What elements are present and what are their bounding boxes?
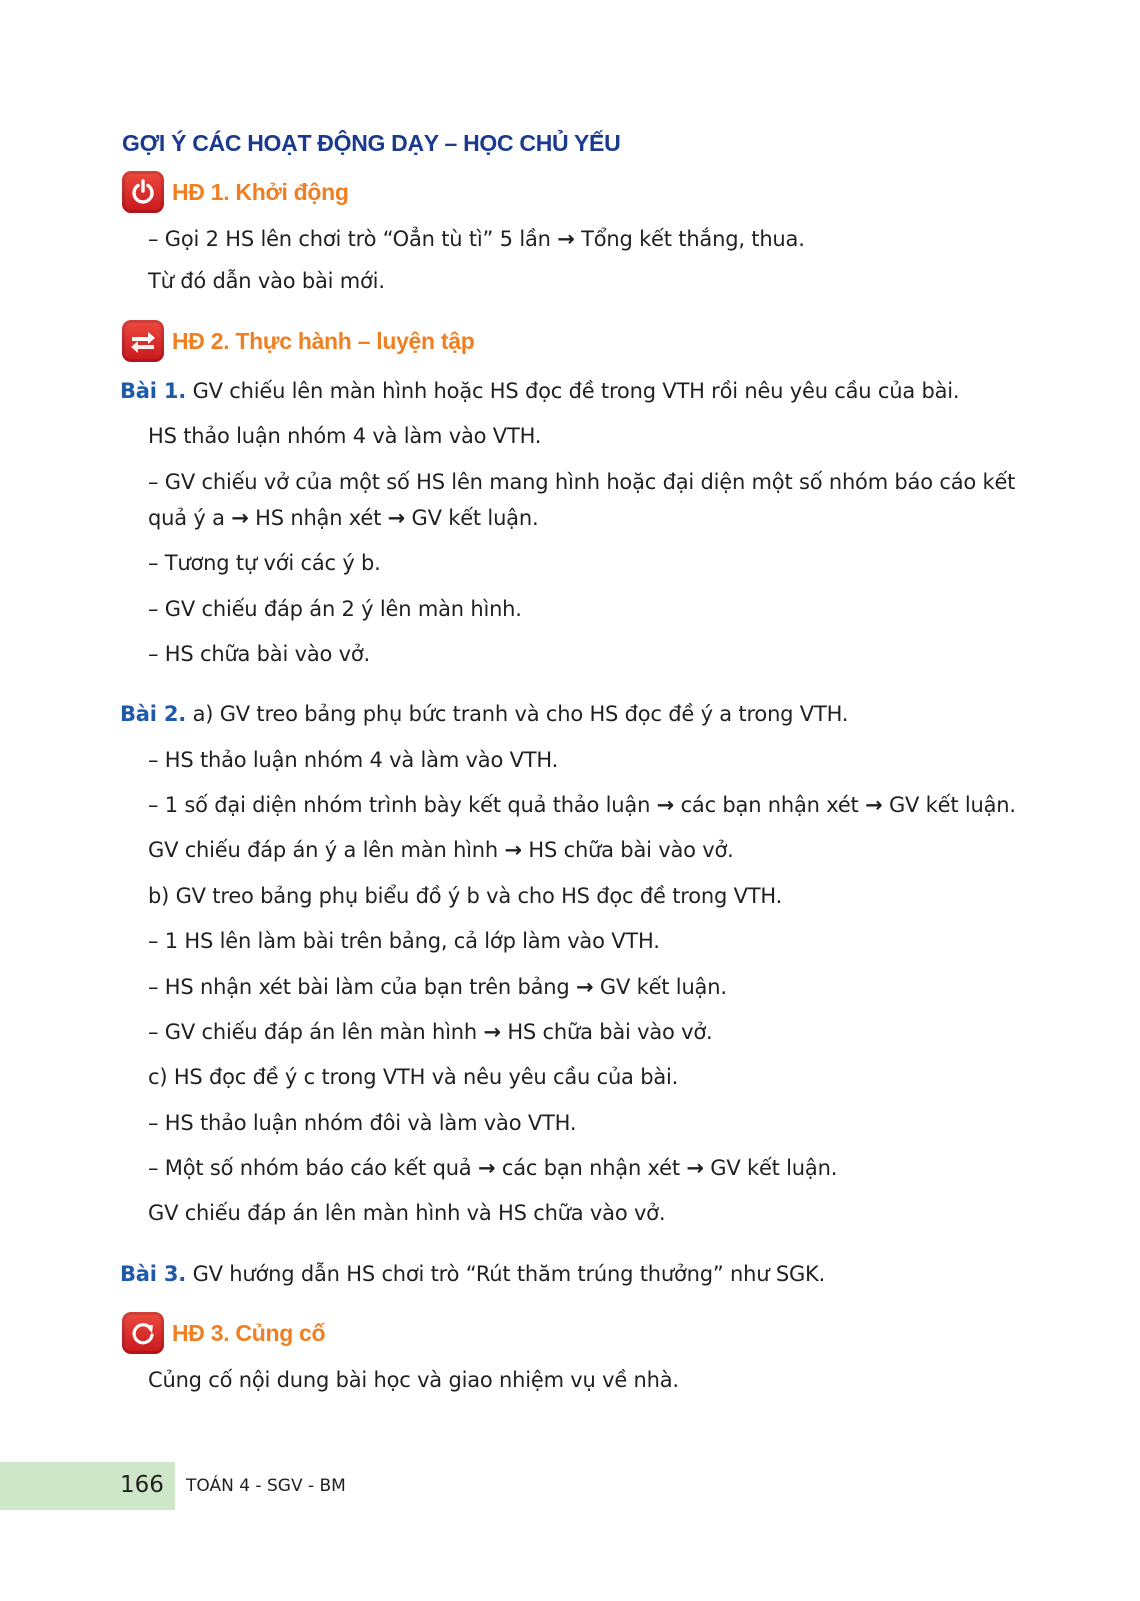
bai2-line: – HS thảo luận nhóm 4 và làm vào VTH. [148,748,559,772]
hd3-heading [122,1311,325,1355]
arrow-icon: → [387,506,406,530]
bai2-line: c) HS đọc đề ý c trong VTH và nêu yêu cầu của bài. [148,1065,679,1089]
bai1-heading: Bài 1. GV chiếu lên màn hình hoặc HS đọc đề trong VTH rồi nêu yêu cầu của bài. [120,379,960,403]
book-title: TOÁN 4 - SGV - BM [186,1476,346,1496]
hd1-title: HĐ 1. Khởi động [172,178,349,205]
hd2-title: HĐ 2. Thực hành – luyện tập [172,327,475,354]
bai1-line: – GV chiếu vở của một số HS lên mang hình hoặc đại diện một số nhóm báo cáo kết [148,470,1016,494]
hd1-heading [122,170,349,214]
exchange-arrows-icon [122,320,164,362]
bai1-line: HS thảo luận nhóm 4 và làm vào VTH. [148,424,542,448]
bai3-label: Bài 3. [120,1262,187,1286]
hd1-line-1: – Gọi 2 HS lên chơi trò “Oẳn tù tì” 5 lần → Tổng kết thắng, thua. [148,227,805,251]
arrow-icon: → [576,975,594,999]
arrow-icon: → [656,793,675,817]
bai1-line: – Tương tự với các ý b. [148,551,381,575]
hd2-heading [122,319,475,363]
page-number: 166 [120,1472,164,1498]
bai2-heading: Bài 2. a) GV treo bảng phụ bức tranh và cho HS đọc đề ý a trong VTH. [120,702,849,726]
arrow-icon: → [865,793,883,817]
refresh-icon [122,1312,164,1354]
power-icon [122,171,164,213]
bai1-line: quả ý a → HS nhận xét → GV kết luận. [148,506,539,530]
bai2-line: b) GV treo bảng phụ biểu đồ ý b và cho HS đọc đề trong VTH. [148,884,783,908]
bai2-line: – 1 số đại diện nhóm trình bày kết quả thảo luận → các bạn nhận xét → GV kết luận. [148,793,1016,817]
bai1-line: – HS chữa bài vào vở. [148,642,370,666]
bai2-line: – HS nhận xét bài làm của bạn trên bảng → GV kết luận. [148,975,727,999]
arrow-icon: → [477,1156,496,1180]
bai1-label: Bài 1. [120,379,187,403]
section-title: GỢI Ý CÁC HOẠT ĐỘNG DẠY – HỌC CHỦ YẾU [122,130,621,156]
arrow-icon: → [483,1020,501,1044]
bai1-line: – GV chiếu đáp án 2 ý lên màn hình. [148,597,522,621]
bai2-line: GV chiếu đáp án ý a lên màn hình → HS chữa bài vào vở. [148,838,734,862]
arrow-icon: → [686,1156,704,1180]
arrow-icon: → [504,838,522,862]
bai2-line: – 1 HS lên làm bài trên bảng, cả lớp làm vào VTH. [148,929,660,953]
arrow-icon: → [557,227,575,251]
bai3-heading: Bài 3. GV hướng dẫn HS chơi trò “Rút thăm trúng thưởng” như SGK. [120,1262,826,1286]
bai2-line: – HS thảo luận nhóm đôi và làm vào VTH. [148,1111,577,1135]
hd1-line-2: Từ đó dẫn vào bài mới. [148,269,385,293]
arrow-icon: → [231,506,249,530]
bai2-line: – Một số nhóm báo cáo kết quả → các bạn nhận xét → GV kết luận. [148,1156,838,1180]
bai2-line: – GV chiếu đáp án lên màn hình → HS chữa bài vào vở. [148,1020,713,1044]
bai2-label: Bài 2. [120,702,187,726]
hd3-line: Củng cố nội dung bài học và giao nhiệm vụ về nhà. [148,1368,679,1392]
bai2-line: GV chiếu đáp án lên màn hình và HS chữa vào vở. [148,1201,666,1225]
hd3-title: HĐ 3. Củng cố [172,1319,326,1346]
